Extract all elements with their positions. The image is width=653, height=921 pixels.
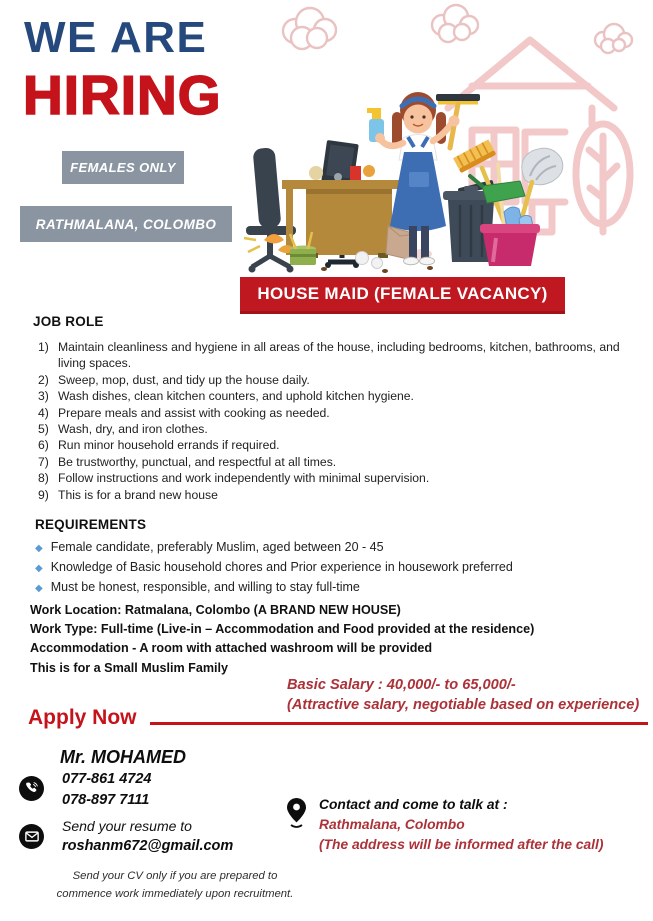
salary-amount: Basic Salary : 40,000/- to 65,000/- [287, 677, 516, 693]
item-number: 9) [38, 487, 49, 502]
phone-number: 077-861 4724 [62, 771, 152, 787]
item-text: Run minor household errands if required. [58, 438, 280, 453]
title-hiring: HIRING [23, 64, 222, 126]
job-role-item [38, 372, 638, 388]
requirement-item [35, 578, 625, 598]
item-number: 4) [38, 405, 49, 420]
job-role-item [38, 388, 638, 404]
visit-title: Contact and come to talk at : [319, 797, 508, 812]
requirement-item [35, 558, 625, 578]
visit-location: Rathmalana, Colombo [319, 817, 465, 832]
item-number: 5) [38, 422, 49, 437]
vacancy-banner: HOUSE MAID (FEMALE VACANCY) [240, 277, 565, 314]
item-number: 7) [38, 454, 49, 469]
job-role-item [38, 421, 638, 437]
work-location-line: Work Location: Ratmalana, Colombo (A BRAND NEW HOUSE) [30, 603, 401, 617]
item-text: Wash, dry, and iron clothes. [58, 422, 208, 437]
item-text: Maintain cleanliness and hygiene in all areas of the house, including bedrooms, kitchen, bathrooms, and living spaces. [58, 340, 620, 371]
contact-name: Mr. MOHAMED [60, 747, 186, 767]
item-text: Follow instructions and work independently with minimal supervision. [58, 471, 430, 486]
diamond-bullet-icon: ◆ [35, 543, 43, 554]
item-text: This is for a brand new house [58, 487, 218, 502]
job-role-item [38, 470, 638, 486]
diamond-bullet-icon: ◆ [35, 563, 43, 574]
email-address: roshanm672@gmail.com [62, 838, 234, 854]
salary-note: (Attractive salary, negotiable based on experience) [287, 696, 640, 713]
envelope-glyph [25, 831, 39, 842]
job-role-item [38, 437, 638, 453]
apply-now-heading: Apply Now [28, 706, 137, 729]
cleaning-illustration [220, 0, 653, 275]
phone-number: 078-897 7111 [62, 791, 150, 808]
accommodation-line: Accommodation - A room with attached washroom will be provided [30, 641, 433, 656]
salary-block [287, 676, 653, 715]
job-role-item [38, 405, 638, 421]
pin-glyph [287, 798, 306, 829]
item-number: 1) [38, 340, 49, 354]
work-details [30, 601, 630, 678]
badge-females-only: FEMALES ONLY [62, 151, 184, 184]
badge-location: RATHMALANA, COLOMBO [20, 206, 232, 242]
item-number: 8) [38, 471, 49, 486]
item-text: Female candidate, preferably Muslim, aged between 20 - 45 [50, 540, 384, 554]
clouds-icon [283, 5, 632, 53]
job-role-item [38, 339, 638, 372]
item-text: Must be honest, responsible, and willing to stay full-time [50, 580, 360, 594]
apply-divider-line [150, 722, 648, 725]
requirements-heading: REQUIREMENTS [35, 517, 147, 532]
visit-note: (The address will be informed after the call) [319, 837, 604, 852]
family-line: This is for a Small Muslim Family [30, 660, 229, 675]
requirements-list [35, 538, 625, 598]
footnote-line: commence work immediately upon recruitment. [56, 887, 294, 900]
item-number: 6) [38, 438, 49, 453]
job-role-list [38, 339, 638, 503]
phone-icon [19, 776, 44, 801]
item-number: 2) [38, 372, 49, 387]
item-text: Be trustworthy, punctual, and respectful at all times. [58, 454, 337, 469]
resume-prompt: Send your resume to [62, 818, 192, 834]
footnote-line: Send your CV only if you are prepared to [72, 870, 278, 882]
item-text: Knowledge of Basic household chores and Prior experience in housework preferred [50, 560, 513, 574]
title-we-are: WE ARE [24, 13, 208, 62]
diamond-bullet-icon: ◆ [35, 583, 43, 594]
job-role-item [38, 454, 638, 470]
job-role-item [38, 487, 638, 503]
work-type-line: Work Type: Full-time (Live-in – Accommodation and Food provided at the residence) [30, 622, 535, 637]
item-text: Sweep, mop, dust, and tidy up the house daily. [58, 372, 310, 387]
requirement-item [35, 538, 625, 558]
phone-glyph [24, 781, 39, 796]
mail-icon [19, 824, 44, 849]
footnote [30, 868, 320, 903]
item-text: Prepare meals and assist with cooking as needed. [58, 405, 330, 420]
job-role-heading: JOB ROLE [33, 314, 104, 329]
item-text: Wash dishes, clean kitchen counters, and uphold kitchen hygiene. [58, 389, 414, 404]
location-pin-icon [287, 798, 306, 829]
item-number: 3) [38, 389, 49, 404]
phone-numbers [62, 769, 152, 810]
